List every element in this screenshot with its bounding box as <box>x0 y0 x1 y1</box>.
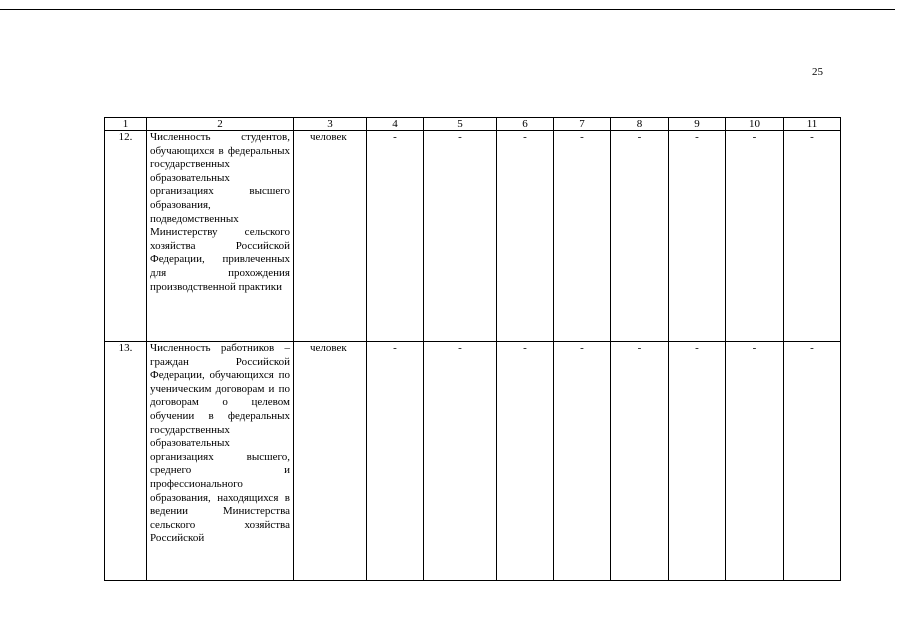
row-value: - <box>726 131 784 342</box>
data-table <box>104 117 841 581</box>
column-header: 2 <box>147 118 294 131</box>
row-value: - <box>726 342 784 581</box>
column-header: 9 <box>669 118 726 131</box>
row-value: - <box>669 131 726 342</box>
column-header: 10 <box>726 118 784 131</box>
row-value: - <box>554 342 611 581</box>
row-number: 13. <box>105 342 147 581</box>
row-value: - <box>554 131 611 342</box>
row-value: - <box>367 131 424 342</box>
page-number: 25 <box>812 66 823 78</box>
column-header: 3 <box>294 118 367 131</box>
table-row <box>105 342 841 581</box>
row-value: - <box>611 131 669 342</box>
row-name: Численность работников – граждан Российской Федерации, обучающихся по ученическим договорам и по договорам о целевом обучении в федеральных государственных образовательных организациях высшего, среднего и профессионального образования, находящихся в ведении Министерства сельского хозяйства Российской <box>147 342 294 581</box>
column-header: 4 <box>367 118 424 131</box>
top-rule <box>0 9 895 10</box>
row-value: - <box>367 342 424 581</box>
table-row <box>105 131 841 342</box>
column-header: 11 <box>784 118 841 131</box>
row-name: Численность студентов, обучающихся в федеральных государственных образовательных организациях высшего образования, подведомственных Министерству сельского хозяйства Российской Федерации, привлеченных для прохождения производственной практики <box>147 131 294 342</box>
row-value: - <box>669 342 726 581</box>
row-value: - <box>424 342 497 581</box>
row-value: - <box>611 342 669 581</box>
row-value: - <box>784 131 841 342</box>
column-header: 5 <box>424 118 497 131</box>
row-value: - <box>497 131 554 342</box>
header-row <box>105 118 841 131</box>
column-header: 8 <box>611 118 669 131</box>
row-value: - <box>784 342 841 581</box>
column-header: 1 <box>105 118 147 131</box>
row-unit: человек <box>294 131 367 342</box>
row-number: 12. <box>105 131 147 342</box>
row-value: - <box>424 131 497 342</box>
column-header: 7 <box>554 118 611 131</box>
row-unit: человек <box>294 342 367 581</box>
column-header: 6 <box>497 118 554 131</box>
row-value: - <box>497 342 554 581</box>
